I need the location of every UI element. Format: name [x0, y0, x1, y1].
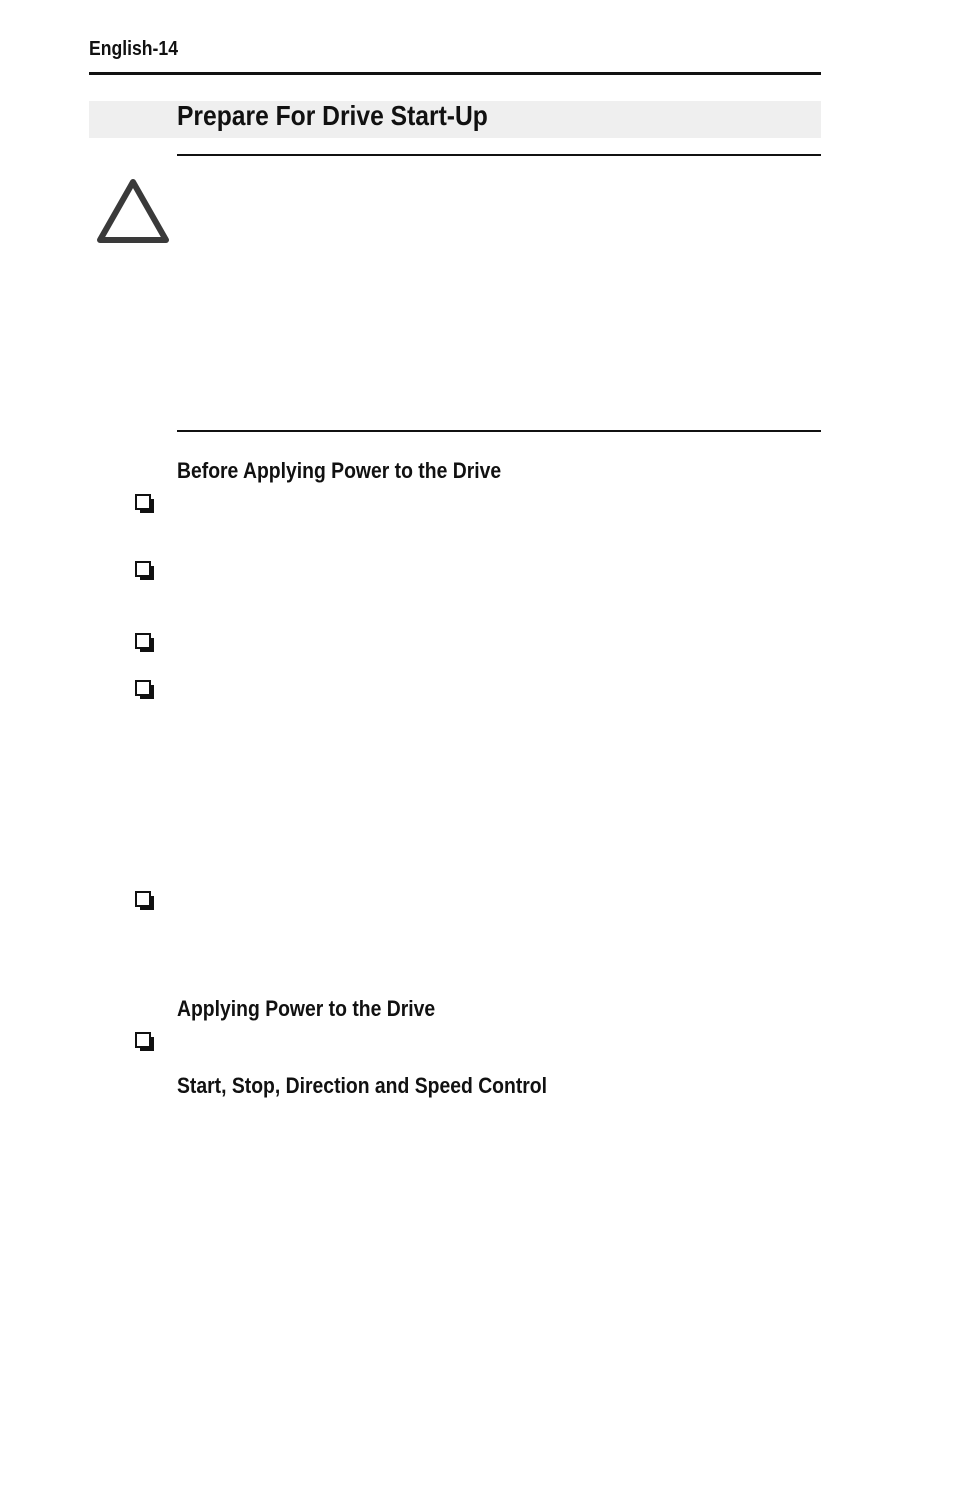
subheading-start-stop: Start, Stop, Direction and Speed Control	[177, 1073, 548, 1098]
subheading-before-power: Before Applying Power to the Drive	[177, 458, 502, 483]
section-title: Prepare For Drive Start-Up	[177, 100, 488, 131]
attention-bottom-rule	[177, 430, 821, 432]
checkbox-icon[interactable]	[134, 890, 156, 912]
checkbox-icon[interactable]	[134, 1031, 156, 1053]
subheading-applying-power: Applying Power to the Drive	[177, 996, 436, 1021]
header-rule	[89, 72, 821, 75]
checkbox-icon[interactable]	[134, 632, 156, 654]
checkbox-icon[interactable]	[134, 493, 156, 515]
checkbox-icon[interactable]	[134, 560, 156, 582]
warning-triangle-icon	[95, 176, 173, 246]
page-label: English-14	[89, 38, 179, 60]
attention-top-rule	[177, 154, 821, 156]
checkbox-icon[interactable]	[134, 679, 156, 701]
